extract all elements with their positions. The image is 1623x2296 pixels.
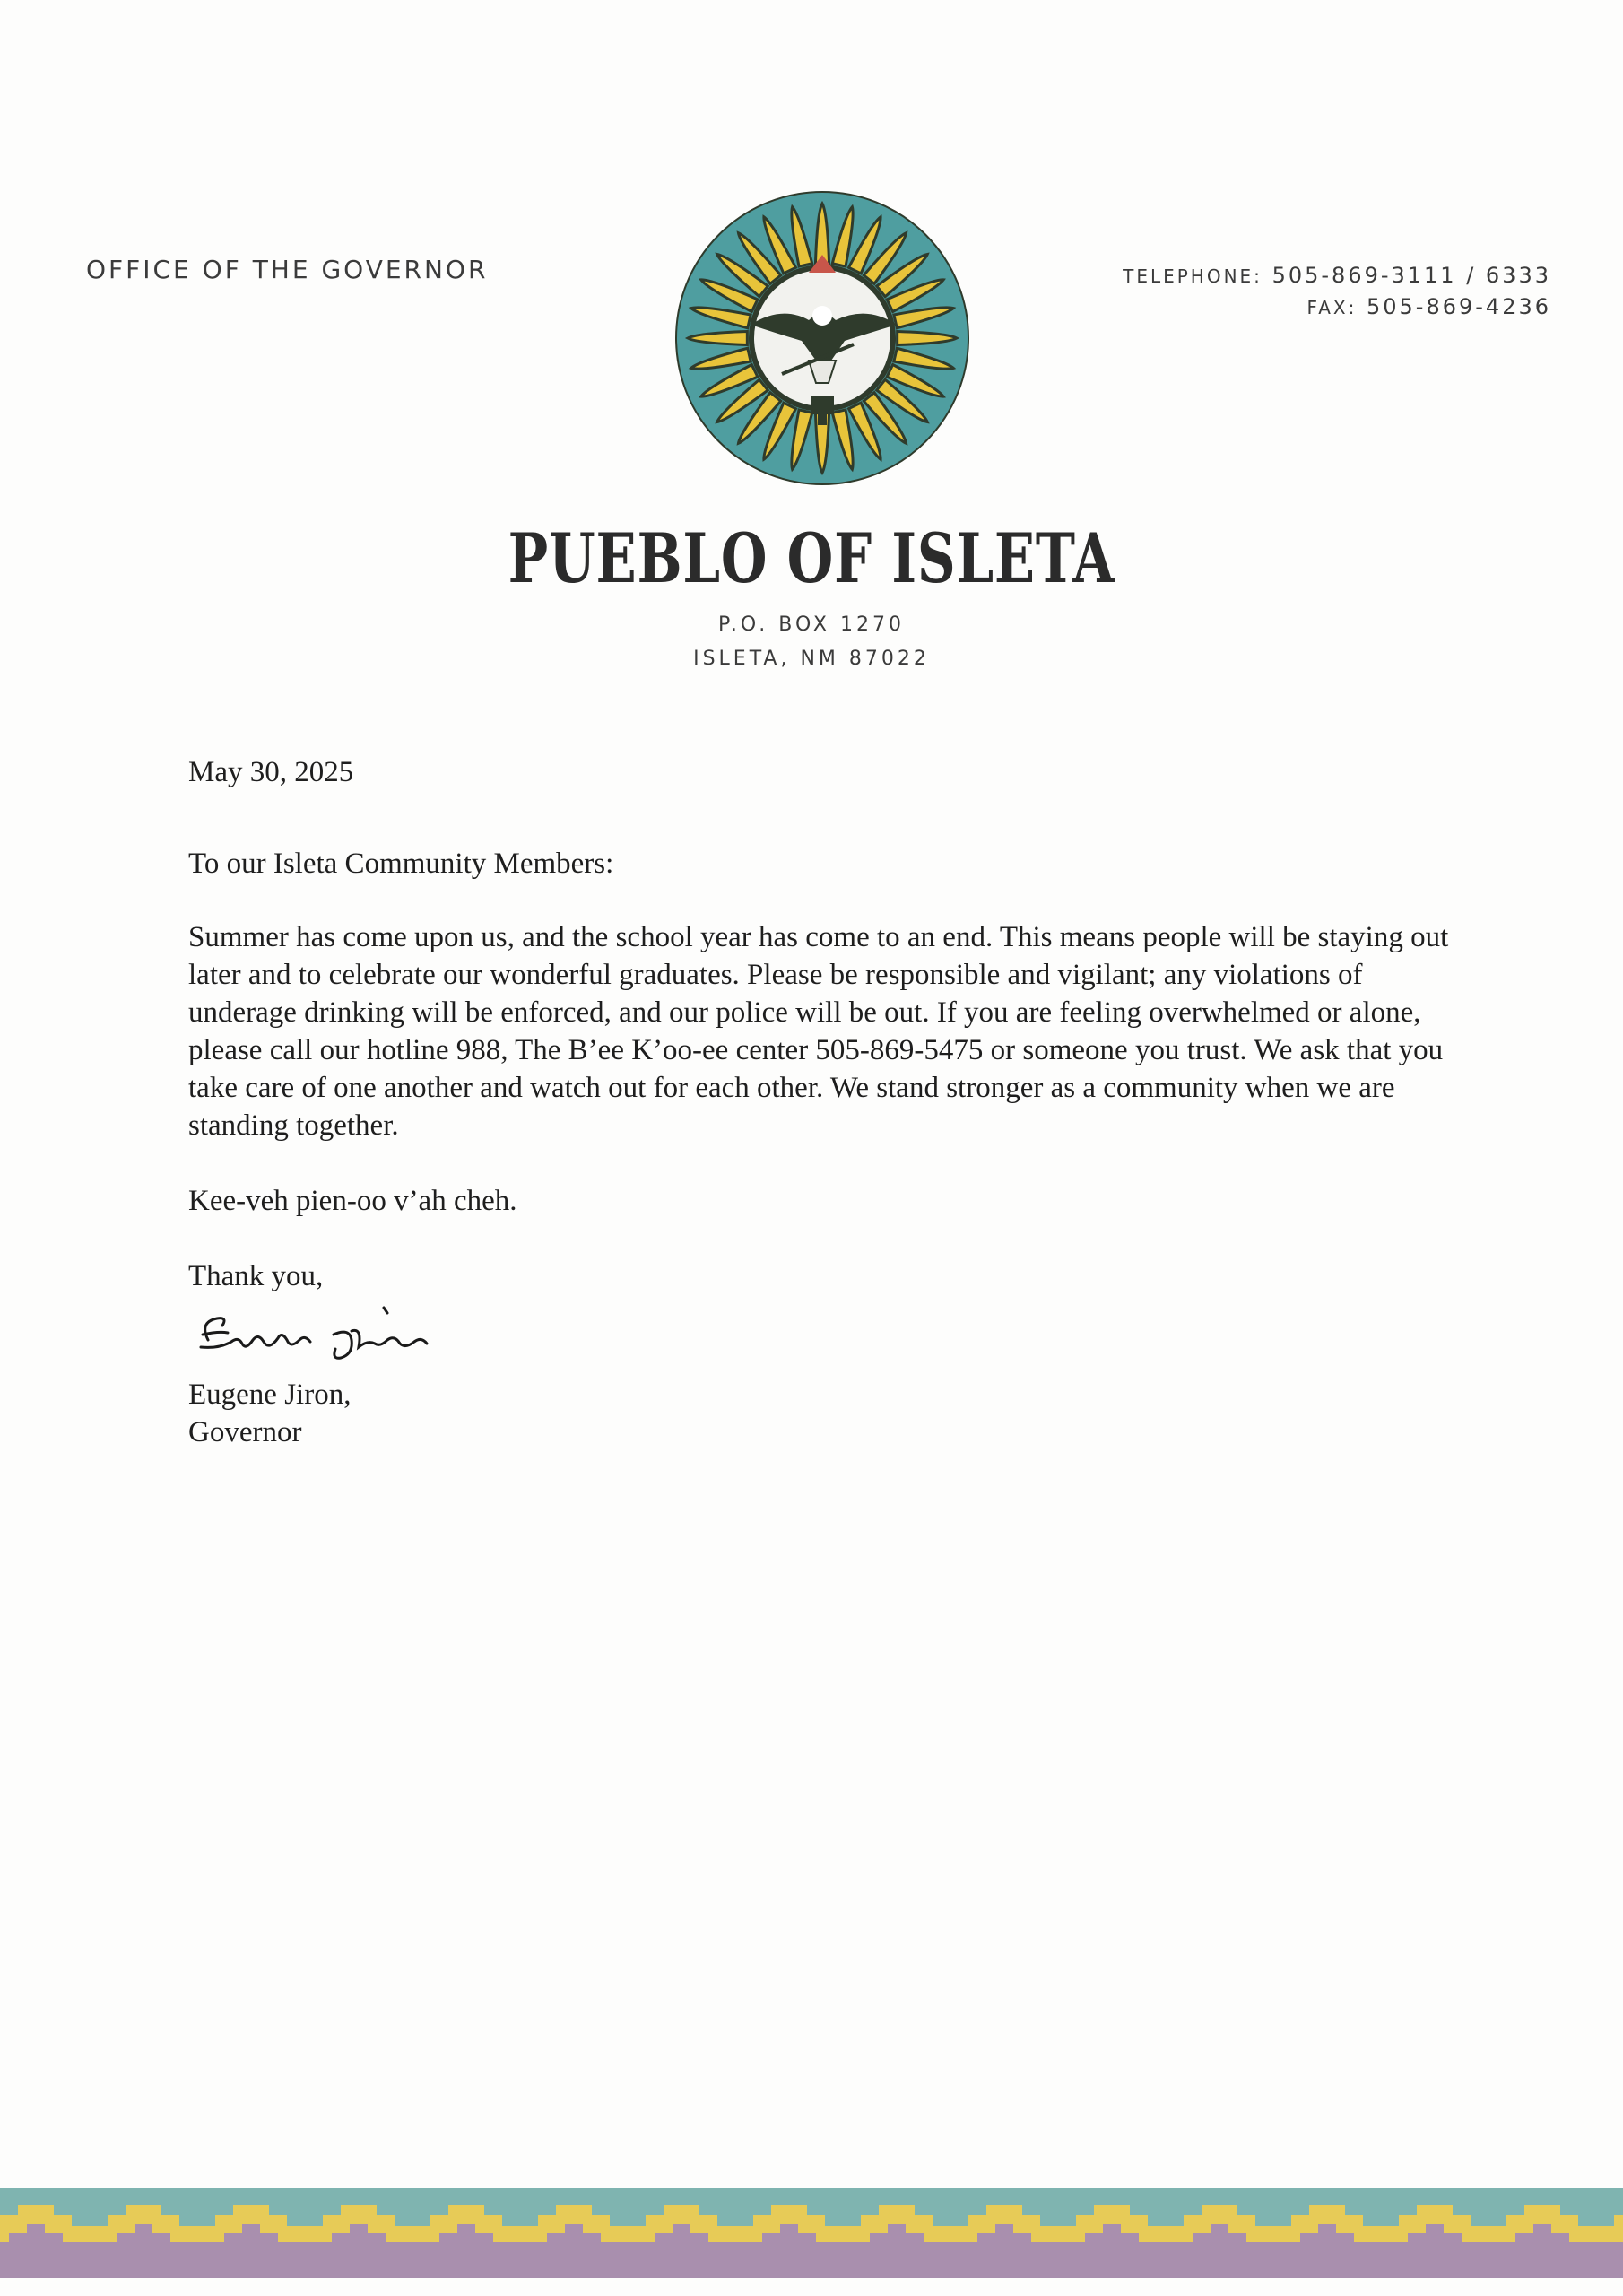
fax-label: FAX: — [1306, 297, 1358, 318]
address-line-2: ISLETA, NM 87022 — [693, 648, 930, 670]
telephone-number: 505-869-3111 / 6333 — [1271, 263, 1551, 288]
signer-name: Eugene Jiron, — [188, 1378, 352, 1411]
letter-sign-off: Thank you, — [188, 1260, 324, 1292]
organization-name: PUEBLO OF ISLETA — [508, 518, 1115, 598]
letter-content — [188, 753, 1462, 1451]
fax-number: 505-869-4236 — [1366, 294, 1551, 319]
letter-salutation: To our Isleta Community Members: — [188, 848, 614, 880]
letterhead-office: OFFICE OF THE GOVERNOR — [86, 255, 489, 284]
letter-closing-phrase: Kee-veh pien-oo v’ah cheh. — [188, 1185, 517, 1217]
decorative-border-pattern — [0, 2188, 1623, 2278]
fax-line — [1123, 291, 1551, 323]
telephone-line — [1123, 260, 1551, 291]
organization-block — [0, 520, 1623, 676]
letterhead-contact — [1123, 260, 1551, 323]
eagle-sun-seal-icon — [674, 190, 970, 486]
telephone-label: TELEPHONE: — [1123, 265, 1263, 287]
organization-address — [0, 608, 1623, 676]
signer-title: Governor — [188, 1416, 302, 1448]
signature-icon — [192, 1295, 461, 1367]
address-line-1: P.O. BOX 1270 — [718, 613, 905, 636]
letter-date: May 30, 2025 — [188, 756, 354, 788]
letter-body: Summer has come upon us, and the school year has come to an end. This means people will be staying out later and to celebrate our wonderful graduates. Please be responsible and vigilant; any violations of underage drinking will be enforced, and our police will be out. If you are feeling overwhelmed or alone, please call our hotline 988, The B’ee K’oo-ee center 505-869-5475 or someone you trust. We ask that you take care of one another and watch out for each other. We stand stronger as a community when we are standing together. — [188, 921, 1449, 1142]
